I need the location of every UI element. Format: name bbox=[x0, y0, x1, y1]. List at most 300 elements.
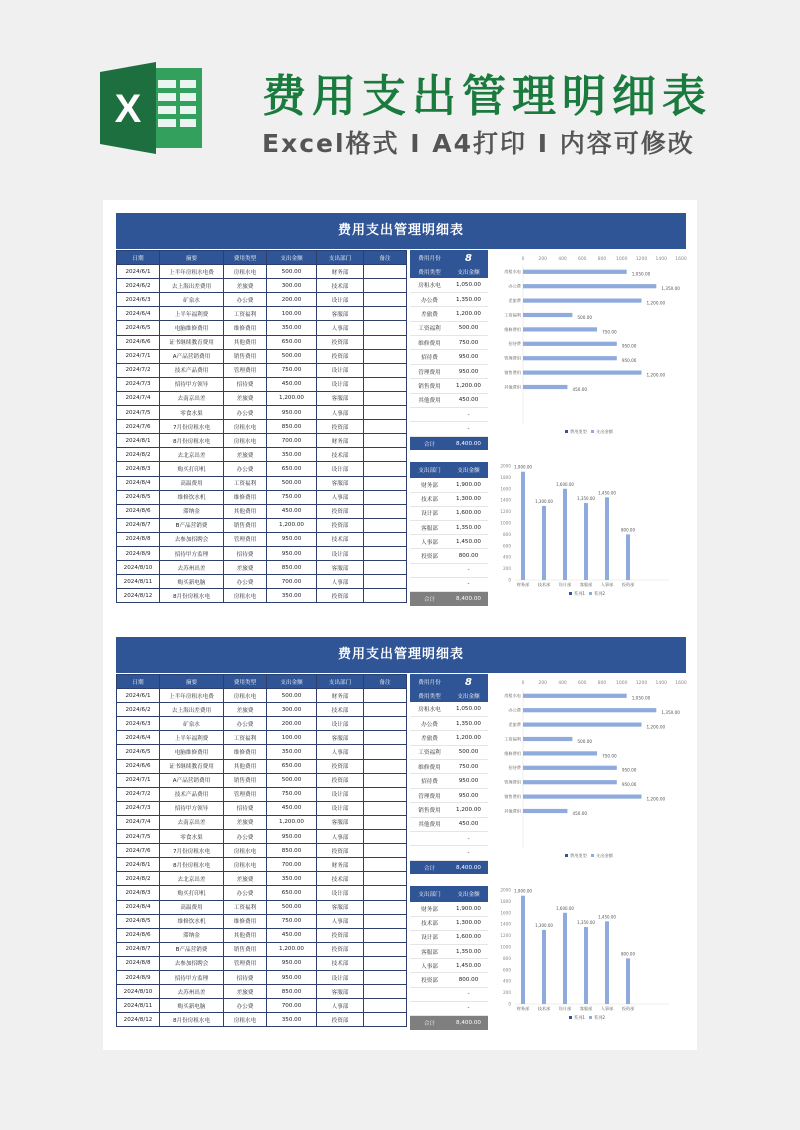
table-cell: 2024/8/7 bbox=[117, 942, 160, 956]
table-cell: 办公费 bbox=[224, 293, 267, 307]
table-cell: 2024/7/1 bbox=[117, 773, 160, 787]
table-cell: 100.00 bbox=[267, 731, 317, 745]
table-cell bbox=[364, 703, 407, 717]
column-header: 日期 bbox=[117, 675, 160, 689]
table-cell: 设计部 bbox=[317, 717, 364, 731]
bar bbox=[523, 708, 656, 712]
summary-cell bbox=[410, 1001, 449, 1015]
data-label: 1,050.00 bbox=[631, 695, 651, 701]
table-cell: 客服部 bbox=[317, 985, 364, 999]
table-cell: 2024/8/8 bbox=[117, 956, 160, 970]
x-tick-label: 800 bbox=[597, 681, 607, 686]
table-cell: 2024/6/6 bbox=[117, 759, 160, 773]
summary-row bbox=[410, 846, 488, 860]
table-cell: 办公费 bbox=[224, 886, 267, 900]
table-cell: 850.00 bbox=[267, 844, 317, 858]
bar bbox=[523, 795, 642, 799]
summary-cell: 950.00 bbox=[449, 350, 488, 364]
table-cell bbox=[364, 999, 407, 1013]
y-category-label: 差旅费 bbox=[508, 722, 521, 727]
table-cell: 客服部 bbox=[317, 561, 364, 575]
table-cell: 房租水电 bbox=[224, 858, 267, 872]
table-cell: 零食水果 bbox=[160, 830, 224, 844]
summary-cell: 差旅费 bbox=[410, 307, 449, 321]
table-cell: 2024/6/1 bbox=[117, 265, 160, 279]
table-cell: 2024/8/5 bbox=[117, 490, 160, 504]
table-cell: 工资福利 bbox=[224, 900, 267, 914]
table-cell: B产品营销费 bbox=[160, 942, 224, 956]
summary-cell: 1,200.00 bbox=[449, 379, 488, 393]
table-cell: 技术部 bbox=[317, 703, 364, 717]
table-cell: 招待甲方监理 bbox=[160, 970, 224, 984]
data-label: 1,350.00 bbox=[661, 710, 680, 716]
table-cell bbox=[364, 928, 407, 942]
table-cell: 客服部 bbox=[317, 307, 364, 321]
data-label: 1,350.00 bbox=[577, 496, 595, 502]
table-cell bbox=[364, 293, 407, 307]
summary-cell: 设计部 bbox=[410, 930, 449, 944]
table-cell: 去苏州出差 bbox=[160, 561, 224, 575]
table-cell: 购买新电脑 bbox=[160, 999, 224, 1013]
table-cell: 750.00 bbox=[267, 490, 317, 504]
x-tick-label: 1600 bbox=[675, 257, 687, 262]
data-label: 950.00 bbox=[621, 782, 637, 788]
table-cell: 2024/7/3 bbox=[117, 801, 160, 815]
svg-text:X: X bbox=[114, 87, 142, 131]
table-cell bbox=[364, 956, 407, 970]
table-cell: 投资部 bbox=[317, 844, 364, 858]
table-cell: 2024/7/4 bbox=[117, 391, 160, 405]
x-category-label: 投资部 bbox=[621, 1006, 635, 1011]
table-cell: 950.00 bbox=[267, 546, 317, 560]
summary-cell: 450.00 bbox=[449, 393, 488, 407]
table-cell: 差旅费 bbox=[224, 703, 267, 717]
table-cell: 450.00 bbox=[267, 801, 317, 815]
summary-cell: - bbox=[449, 563, 488, 577]
table-cell: 办公费 bbox=[224, 406, 267, 420]
table-cell bbox=[364, 773, 407, 787]
legend-label: 系列2 bbox=[594, 591, 606, 596]
table-cell: 去上海出差费用 bbox=[160, 703, 224, 717]
table-cell: 管理费用 bbox=[224, 532, 267, 546]
table-cell: 房租水电 bbox=[224, 1013, 267, 1027]
summary-cell: 1,350.00 bbox=[449, 292, 488, 306]
table-cell: 2024/8/12 bbox=[117, 1013, 160, 1027]
table-cell bbox=[364, 914, 407, 928]
table-cell: 房租水电 bbox=[224, 420, 267, 434]
legend-marker bbox=[569, 592, 572, 595]
table-cell: 电脑维修费用 bbox=[160, 745, 224, 759]
summary-row bbox=[410, 563, 488, 577]
bar bbox=[563, 489, 567, 580]
legend-label: 支出金额 bbox=[596, 853, 613, 858]
table-cell: A产品营销费用 bbox=[160, 349, 224, 363]
legend-label: 系列1 bbox=[574, 1015, 586, 1020]
table-cell: 750.00 bbox=[267, 787, 317, 801]
data-label: 950.00 bbox=[621, 343, 637, 349]
table-cell: 维修费用 bbox=[224, 490, 267, 504]
table-cell: 650.00 bbox=[267, 462, 317, 476]
type-bar-chart bbox=[489, 674, 689, 866]
table-cell: 300.00 bbox=[267, 703, 317, 717]
summary-cell: 设计部 bbox=[410, 506, 449, 520]
table-cell: 700.00 bbox=[267, 575, 317, 589]
table-cell: 技术部 bbox=[317, 956, 364, 970]
table-cell: 购买新电脑 bbox=[160, 575, 224, 589]
x-tick-label: 1600 bbox=[675, 681, 687, 686]
bar bbox=[523, 270, 627, 274]
summary-cell: 维修费用 bbox=[410, 760, 449, 774]
dept-bar-chart bbox=[489, 880, 689, 1030]
summary-total-cell: 合计 bbox=[410, 1016, 449, 1030]
table-cell: 2024/6/2 bbox=[117, 703, 160, 717]
y-category-label: 招待费 bbox=[508, 765, 521, 771]
summary-row bbox=[410, 393, 488, 407]
table-cell bbox=[364, 745, 407, 759]
bar bbox=[626, 958, 630, 1004]
summary-cell: 1,600.00 bbox=[449, 506, 488, 520]
bar bbox=[542, 506, 546, 580]
table-cell: 差旅费 bbox=[224, 448, 267, 462]
table-cell bbox=[364, 689, 407, 703]
table-cell: 8月份房租水电 bbox=[160, 589, 224, 603]
table-cell: 差旅费 bbox=[224, 815, 267, 829]
y-tick-label: 2000 bbox=[500, 463, 511, 469]
table-cell: 技术部 bbox=[317, 532, 364, 546]
data-label: 1,450.00 bbox=[598, 914, 616, 920]
summary-total-cell: 8,400.00 bbox=[449, 860, 488, 874]
summary-row bbox=[410, 336, 488, 350]
y-tick-label: 600 bbox=[503, 967, 511, 973]
summary-cell: 房租水电 bbox=[410, 702, 449, 716]
summary-cell: 技术部 bbox=[410, 492, 449, 506]
summary-cell: 1,300.00 bbox=[449, 916, 488, 930]
legend-label: 费用类型 bbox=[570, 853, 587, 858]
table-cell: 去参加招聘会 bbox=[160, 532, 224, 546]
summary-row bbox=[410, 364, 488, 378]
x-tick-label: 1400 bbox=[655, 257, 667, 262]
table-cell: 450.00 bbox=[267, 377, 317, 391]
legend-marker bbox=[565, 430, 568, 433]
summary-cell: 办公费 bbox=[410, 716, 449, 730]
table-cell: 购买打印机 bbox=[160, 886, 224, 900]
legend-label: 支出金额 bbox=[596, 429, 613, 434]
y-tick-label: 400 bbox=[503, 978, 511, 984]
table-cell: 2024/6/1 bbox=[117, 689, 160, 703]
summary-header-row bbox=[410, 462, 488, 478]
summary-cell: - bbox=[449, 577, 488, 591]
table-cell: 维修费用 bbox=[224, 745, 267, 759]
x-tick-label: 1000 bbox=[616, 257, 628, 262]
table-cell: 350.00 bbox=[267, 448, 317, 462]
table-cell: 差旅费 bbox=[224, 279, 267, 293]
data-label: 500.00 bbox=[577, 314, 593, 320]
table-cell: 7月份房租水电 bbox=[160, 844, 224, 858]
table-cell: 去北京出差 bbox=[160, 872, 224, 886]
summary-row bbox=[410, 731, 488, 745]
x-tick-label: 400 bbox=[558, 681, 567, 686]
table-cell: 200.00 bbox=[267, 293, 317, 307]
summary-row bbox=[410, 973, 488, 987]
table-cell: 700.00 bbox=[267, 999, 317, 1013]
x-tick-label: 600 bbox=[577, 681, 587, 686]
data-label: 800.00 bbox=[621, 527, 635, 533]
table-cell: 850.00 bbox=[267, 985, 317, 999]
table-cell: 2024/7/3 bbox=[117, 377, 160, 391]
sheet-title: 费用支出管理明细表 bbox=[116, 637, 686, 673]
x-category-label: 设计部 bbox=[558, 582, 572, 587]
y-category-label: 办公费 bbox=[508, 283, 521, 289]
table-cell bbox=[364, 575, 407, 589]
summary-row bbox=[410, 549, 488, 563]
data-label: 1,200.00 bbox=[646, 372, 666, 378]
summary-cell bbox=[410, 408, 449, 422]
summary-header-cell: 费用类型 bbox=[410, 690, 449, 702]
table-cell: 招待费 bbox=[224, 377, 267, 391]
table-cell: 其他费用 bbox=[224, 759, 267, 773]
y-category-label: 工资福利 bbox=[504, 312, 521, 318]
summary-cell: - bbox=[449, 987, 488, 1001]
y-tick-label: 1800 bbox=[500, 474, 511, 480]
x-category-label: 客服部 bbox=[579, 582, 593, 587]
table-cell bbox=[364, 279, 407, 293]
table-cell: 技术产品费用 bbox=[160, 787, 224, 801]
summary-header-cell: 8 bbox=[449, 250, 488, 266]
summary-cell bbox=[410, 846, 449, 860]
table-cell: 投资部 bbox=[317, 420, 364, 434]
table-cell: 2024/8/7 bbox=[117, 518, 160, 532]
bar bbox=[563, 913, 567, 1004]
table-cell: 950.00 bbox=[267, 970, 317, 984]
y-tick-label: 1800 bbox=[500, 898, 511, 904]
table-cell: 2024/7/5 bbox=[117, 830, 160, 844]
table-cell: 2024/8/6 bbox=[117, 504, 160, 518]
table-cell: 高温费用 bbox=[160, 476, 224, 490]
summary-cell: 1,300.00 bbox=[449, 492, 488, 506]
summary-row bbox=[410, 959, 488, 973]
y-category-label: 差旅费 bbox=[508, 298, 521, 303]
x-tick-label: 1000 bbox=[616, 681, 628, 686]
table-cell: 700.00 bbox=[267, 858, 317, 872]
summary-cell: 500.00 bbox=[449, 745, 488, 759]
y-tick-label: 1200 bbox=[500, 933, 511, 939]
table-cell: 技术产品费用 bbox=[160, 363, 224, 377]
summary-row bbox=[410, 817, 488, 831]
data-label: 1,600.00 bbox=[556, 905, 574, 911]
table-cell: A产品营销费用 bbox=[160, 773, 224, 787]
table-cell: 8月份房租水电 bbox=[160, 1013, 224, 1027]
table-cell: 350.00 bbox=[267, 321, 317, 335]
data-label: 450.00 bbox=[572, 810, 588, 816]
summary-header-cell: 支出部门 bbox=[410, 886, 449, 902]
table-cell: 2024/6/3 bbox=[117, 293, 160, 307]
table-cell: 证书继续教育费用 bbox=[160, 759, 224, 773]
table-cell: 500.00 bbox=[267, 773, 317, 787]
table-cell: 人事部 bbox=[317, 914, 364, 928]
summary-cell: 750.00 bbox=[449, 760, 488, 774]
table-cell: 8月份房租水电 bbox=[160, 434, 224, 448]
x-category-label: 技术部 bbox=[537, 582, 551, 587]
column-header: 摘要 bbox=[160, 251, 224, 265]
legend-label: 系列2 bbox=[594, 1015, 606, 1020]
bar bbox=[521, 896, 525, 1004]
summary-cell: 管理费用 bbox=[410, 364, 449, 378]
summary-cell: 办公费 bbox=[410, 292, 449, 306]
data-label: 450.00 bbox=[572, 386, 588, 392]
bar bbox=[523, 284, 656, 288]
table-cell: B产品营销费 bbox=[160, 518, 224, 532]
table-cell: 客服部 bbox=[317, 815, 364, 829]
summary-header-row bbox=[410, 250, 488, 266]
table-cell: 招待费 bbox=[224, 970, 267, 984]
summary-cell: - bbox=[449, 832, 488, 846]
summary-cell: 其他费用 bbox=[410, 393, 449, 407]
summary-row bbox=[410, 930, 488, 944]
summary-header-cell: 8 bbox=[449, 674, 488, 690]
table-cell: 350.00 bbox=[267, 589, 317, 603]
summary-header-cell: 费用月份 bbox=[410, 250, 449, 266]
table-cell: 2024/8/3 bbox=[117, 886, 160, 900]
column-header: 费用类型 bbox=[224, 251, 267, 265]
legend-label: 系列1 bbox=[574, 591, 586, 596]
table-cell: 零食水果 bbox=[160, 406, 224, 420]
summary-cell: 1,200.00 bbox=[449, 731, 488, 745]
table-cell: 1,200.00 bbox=[267, 815, 317, 829]
table-cell: 财务部 bbox=[317, 858, 364, 872]
table-cell bbox=[364, 731, 407, 745]
y-category-label: 维修费用 bbox=[504, 750, 521, 756]
table-cell: 2024/8/4 bbox=[117, 476, 160, 490]
x-tick-label: 400 bbox=[558, 257, 567, 262]
table-cell: 500.00 bbox=[267, 349, 317, 363]
summary-row bbox=[410, 916, 488, 930]
summary-cell: 管理费用 bbox=[410, 788, 449, 802]
table-cell bbox=[364, 406, 407, 420]
y-tick-label: 800 bbox=[503, 955, 511, 961]
table-cell: 2024/8/9 bbox=[117, 970, 160, 984]
table-cell bbox=[364, 801, 407, 815]
summary-cell: 1,900.00 bbox=[449, 902, 488, 916]
table-cell: 上半年福利费 bbox=[160, 731, 224, 745]
table-cell: 人事部 bbox=[317, 830, 364, 844]
y-tick-label: 2000 bbox=[500, 887, 511, 893]
summary-header-cell: 支出金额 bbox=[449, 690, 488, 702]
table-cell: 人事部 bbox=[317, 321, 364, 335]
summary-cell: 500.00 bbox=[449, 321, 488, 335]
table-cell: 350.00 bbox=[267, 872, 317, 886]
summary-subheader-row bbox=[410, 690, 488, 702]
table-cell: 维修费用 bbox=[224, 321, 267, 335]
summary-row bbox=[410, 492, 488, 506]
data-label: 1,350.00 bbox=[577, 920, 595, 926]
y-tick-label: 1000 bbox=[500, 944, 511, 950]
summary-row bbox=[410, 760, 488, 774]
summary-cell: - bbox=[449, 1001, 488, 1015]
table-cell: 客服部 bbox=[317, 476, 364, 490]
summary-row bbox=[410, 422, 488, 436]
table-cell bbox=[364, 321, 407, 335]
table-cell: 投资部 bbox=[317, 335, 364, 349]
column-header: 日期 bbox=[117, 251, 160, 265]
table-cell: 房租水电 bbox=[224, 434, 267, 448]
table-cell: 去南京出差 bbox=[160, 815, 224, 829]
y-tick-label: 600 bbox=[503, 543, 511, 549]
bar bbox=[523, 766, 617, 770]
data-label: 750.00 bbox=[602, 329, 617, 335]
y-tick-label: 200 bbox=[503, 566, 511, 572]
table-cell: 350.00 bbox=[267, 1013, 317, 1027]
sheet-title: 费用支出管理明细表 bbox=[116, 213, 686, 249]
summary-cell bbox=[410, 422, 449, 436]
table-cell: 设计部 bbox=[317, 462, 364, 476]
x-tick-label: 1400 bbox=[655, 681, 667, 686]
summary-cell: 1,200.00 bbox=[449, 307, 488, 321]
x-category-label: 财务部 bbox=[516, 582, 530, 587]
table-cell: 人事部 bbox=[317, 999, 364, 1013]
y-tick-label: 800 bbox=[503, 531, 511, 537]
table-cell: 工资福利 bbox=[224, 476, 267, 490]
table-cell bbox=[364, 970, 407, 984]
summary-cell: 1,350.00 bbox=[449, 945, 488, 959]
table-cell bbox=[364, 830, 407, 844]
table-cell: 财务部 bbox=[317, 265, 364, 279]
table-cell: 办公费 bbox=[224, 462, 267, 476]
table-cell bbox=[364, 532, 407, 546]
table-cell bbox=[364, 589, 407, 603]
table-cell: 投资部 bbox=[317, 589, 364, 603]
table-cell: 人事部 bbox=[317, 575, 364, 589]
summary-row bbox=[410, 702, 488, 716]
table-cell: 投资部 bbox=[317, 518, 364, 532]
table-cell: 其他费用 bbox=[224, 504, 267, 518]
table-cell bbox=[364, 1013, 407, 1027]
table-cell bbox=[364, 391, 407, 405]
table-cell bbox=[364, 335, 407, 349]
y-category-label: 其他费用 bbox=[504, 808, 521, 814]
summary-cell: 客服部 bbox=[410, 945, 449, 959]
summary-cell: - bbox=[449, 408, 488, 422]
data-label: 1,300.00 bbox=[535, 922, 553, 928]
summary-header-cell: 支出金额 bbox=[449, 462, 488, 478]
table-cell: 750.00 bbox=[267, 914, 317, 928]
y-tick-label: 1400 bbox=[500, 921, 511, 927]
table-cell: 投资部 bbox=[317, 942, 364, 956]
summary-total-row bbox=[410, 860, 488, 874]
summary-cell: 1,900.00 bbox=[449, 478, 488, 492]
bar bbox=[523, 299, 642, 303]
table-cell: 2024/6/6 bbox=[117, 335, 160, 349]
table-cell bbox=[364, 759, 407, 773]
summary-cell: 1,350.00 bbox=[449, 521, 488, 535]
table-cell: 2024/8/11 bbox=[117, 575, 160, 589]
y-category-label: 房租水电 bbox=[504, 693, 521, 699]
table-cell: 差旅费 bbox=[224, 561, 267, 575]
summary-cell: 投资部 bbox=[410, 973, 449, 987]
data-label: 500.00 bbox=[577, 738, 593, 744]
y-category-label: 其他费用 bbox=[504, 384, 521, 390]
summary-cell: 1,050.00 bbox=[449, 278, 488, 292]
table-cell: 滞纳金 bbox=[160, 504, 224, 518]
table-cell: 其他费用 bbox=[224, 335, 267, 349]
table-cell: 办公费 bbox=[224, 999, 267, 1013]
summary-cell: 1,600.00 bbox=[449, 930, 488, 944]
summary-row bbox=[410, 292, 488, 306]
sheet-preview-2 bbox=[103, 624, 697, 1050]
table-cell: 管理费用 bbox=[224, 363, 267, 377]
summary-row bbox=[410, 577, 488, 591]
data-label: 1,200.00 bbox=[646, 300, 666, 306]
y-category-label: 销售费用 bbox=[504, 370, 521, 375]
